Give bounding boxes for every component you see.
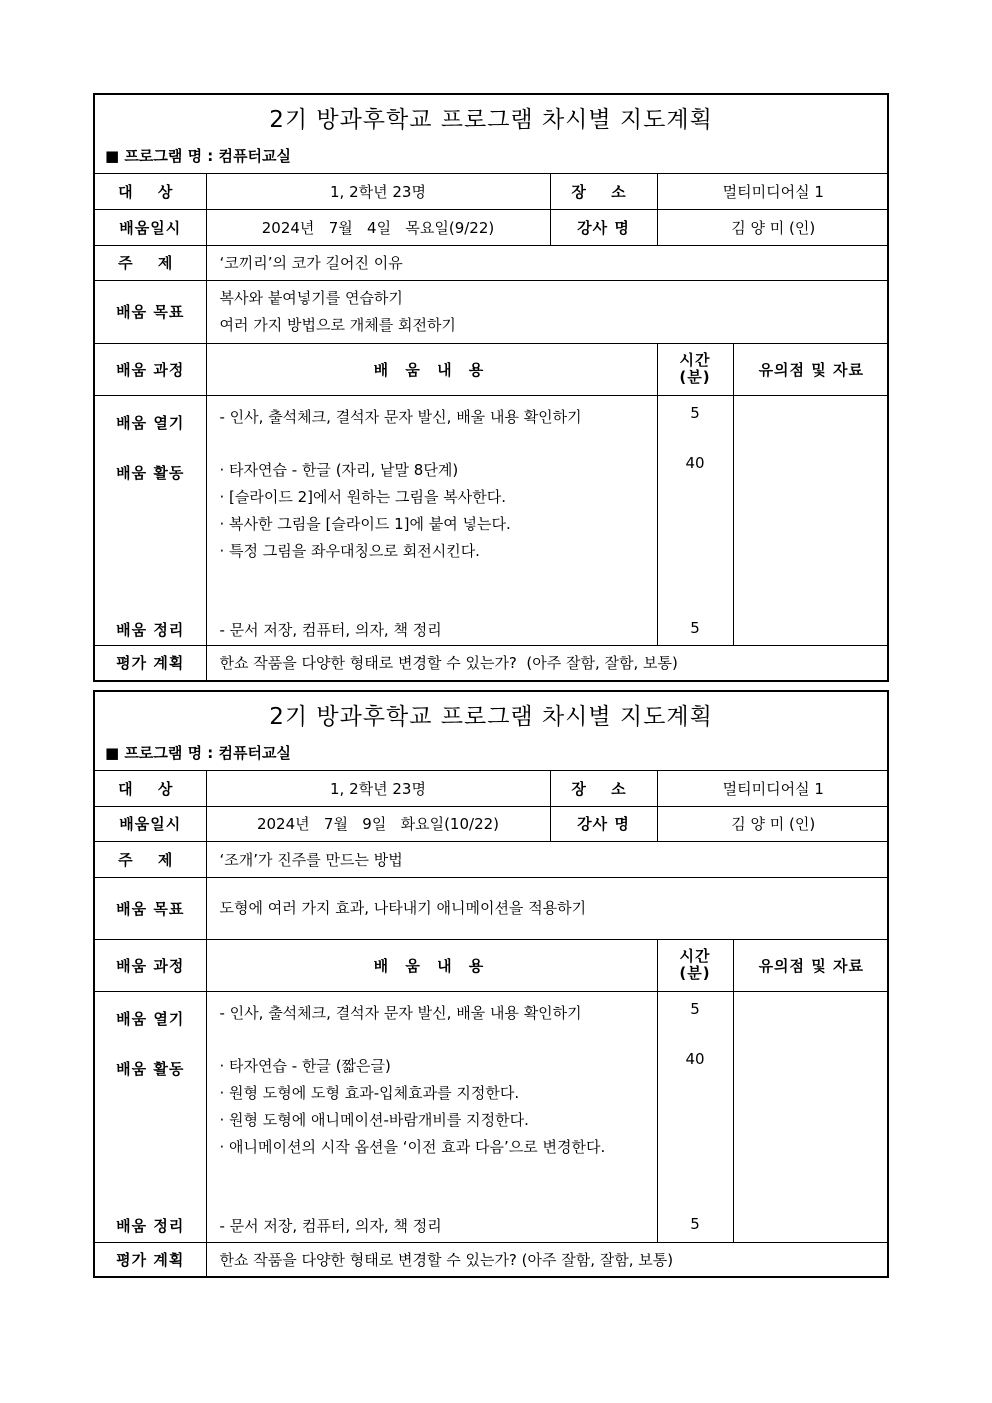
activity-item: · 복사한 그림을 [슬라이드 1]에 붙여 넣는다. (219, 514, 511, 533)
activity-item: · 애니메이션의 시작 옵션을 ‘이전 효과 다음’으로 변경한다. (219, 1137, 606, 1156)
place-label: 장 소 (550, 771, 657, 806)
teacher-value: 김 양 미 (인) (657, 806, 889, 841)
plan-header (95, 95, 887, 174)
eval-value: 한쇼 작품을 다양한 형태로 변경할 수 있는가? (아주 잘함, 잘함, 보통) (206, 645, 889, 680)
topic-value: ‘코끼리’의 코가 길어진 이유 (206, 245, 889, 280)
program-name-text: ■ 프로그램 명 : 컴퓨터교실 (105, 744, 291, 762)
time-closing: 5 (690, 1214, 700, 1233)
time-opening: 5 (690, 999, 700, 1018)
eval-value: 한쇼 작품을 다양한 형태로 변경할 수 있는가? (아주 잘함, 잘함, 보통) (206, 1242, 889, 1276)
teacher-value: 김 양 미 (인) (657, 209, 889, 245)
date-label: 배움일시 (95, 806, 206, 841)
stage-closing: 배움 정리 (116, 620, 185, 639)
notes-column (733, 395, 889, 645)
time-label: 시간 (분) (657, 939, 733, 991)
content-column (206, 991, 657, 1242)
eval-label: 평가 계획 (95, 1242, 206, 1276)
content-column (206, 395, 657, 645)
stage-column (95, 395, 206, 645)
teacher-label: 강사 명 (550, 209, 657, 245)
eval-label: 평가 계획 (95, 645, 206, 680)
stage-activity: 배움 활동 (116, 463, 185, 482)
stage-opening: 배움 열기 (116, 1009, 185, 1028)
date-label: 배움일시 (95, 209, 206, 245)
time-activity: 40 (685, 1049, 705, 1068)
target-value: 1, 2학년 23명 (206, 174, 550, 209)
target-label: 대 상 (95, 174, 206, 209)
closing-text: - 문서 저장, 컴퓨터, 의자, 책 정리 (219, 1216, 442, 1235)
stage-closing: 배움 정리 (116, 1216, 185, 1235)
goal-value (206, 280, 889, 343)
time-opening: 5 (690, 403, 700, 422)
lesson-plan-1 (93, 93, 889, 682)
notes-label: 유의점 및 자료 (733, 939, 889, 991)
place-value: 멀티미디어실 1 (657, 174, 889, 209)
plan-title: 2기 방과후학교 프로그램 차시별 지도계획 (269, 107, 713, 133)
goal-label: 배움 목표 (95, 877, 206, 939)
time-column (657, 395, 733, 645)
goal-item: 여러 가지 방법으로 개체를 회전하기 (219, 315, 456, 334)
plan-table (95, 174, 889, 680)
plan-title: 2기 방과후학교 프로그램 차시별 지도계획 (269, 704, 713, 730)
plan-header (95, 692, 887, 771)
activity-item: · 타자연습 - 한글 (자리, 낱말 8단계) (219, 460, 459, 479)
place-label: 장 소 (550, 174, 657, 209)
goal-value (206, 877, 889, 939)
closing-text: - 문서 저장, 컴퓨터, 의자, 책 정리 (219, 620, 442, 639)
process-label: 배움 과정 (95, 343, 206, 395)
goal-label: 배움 목표 (95, 280, 206, 343)
program-name-text: ■ 프로그램 명 : 컴퓨터교실 (105, 147, 291, 165)
activity-item: · 원형 도형에 도형 효과-입체효과를 지정한다. (219, 1083, 520, 1102)
time-column (657, 991, 733, 1242)
place-value: 멀티미디어실 1 (657, 771, 889, 806)
stage-opening: 배움 열기 (116, 413, 185, 432)
time-activity: 40 (685, 453, 705, 472)
topic-label: 주 제 (95, 841, 206, 877)
opening-text: - 인사, 출석체크, 결석자 문자 발신, 배울 내용 확인하기 (219, 1003, 582, 1022)
program-name (105, 742, 291, 763)
program-name (105, 145, 291, 166)
time-label: 시간 (분) (657, 343, 733, 395)
activity-item: · [슬라이드 2]에서 원하는 그림을 복사한다. (219, 487, 506, 506)
topic-label: 주 제 (95, 245, 206, 280)
time-closing: 5 (690, 618, 700, 637)
goal-item: 도형에 여러 가지 효과, 나타내기 애니메이션을 적용하기 (219, 898, 587, 917)
target-value: 1, 2학년 23명 (206, 771, 550, 806)
stage-column (95, 991, 206, 1242)
activity-item: · 특정 그림을 좌우대칭으로 회전시킨다. (219, 541, 480, 560)
activity-item: · 타자연습 - 한글 (짧은글) (219, 1056, 391, 1075)
lesson-plan-2 (93, 690, 889, 1278)
teacher-label: 강사 명 (550, 806, 657, 841)
plan-table (95, 771, 889, 1276)
date-value: 2024년 7월 9일 화요일(10/22) (206, 806, 550, 841)
date-value: 2024년 7월 4일 목요일(9/22) (206, 209, 550, 245)
notes-label: 유의점 및 자료 (733, 343, 889, 395)
notes-column (733, 991, 889, 1242)
stage-activity: 배움 활동 (116, 1059, 185, 1078)
content-label: 배 움 내 용 (206, 939, 657, 991)
topic-value: ‘조개’가 진주를 만드는 방법 (206, 841, 889, 877)
content-label: 배 움 내 용 (206, 343, 657, 395)
activity-item: · 원형 도형에 애니메이션-바람개비를 지정한다. (219, 1110, 529, 1129)
opening-text: - 인사, 출석체크, 결석자 문자 발신, 배울 내용 확인하기 (219, 407, 582, 426)
process-label: 배움 과정 (95, 939, 206, 991)
goal-item: 복사와 붙여넣기를 연습하기 (219, 288, 403, 307)
target-label: 대 상 (95, 771, 206, 806)
